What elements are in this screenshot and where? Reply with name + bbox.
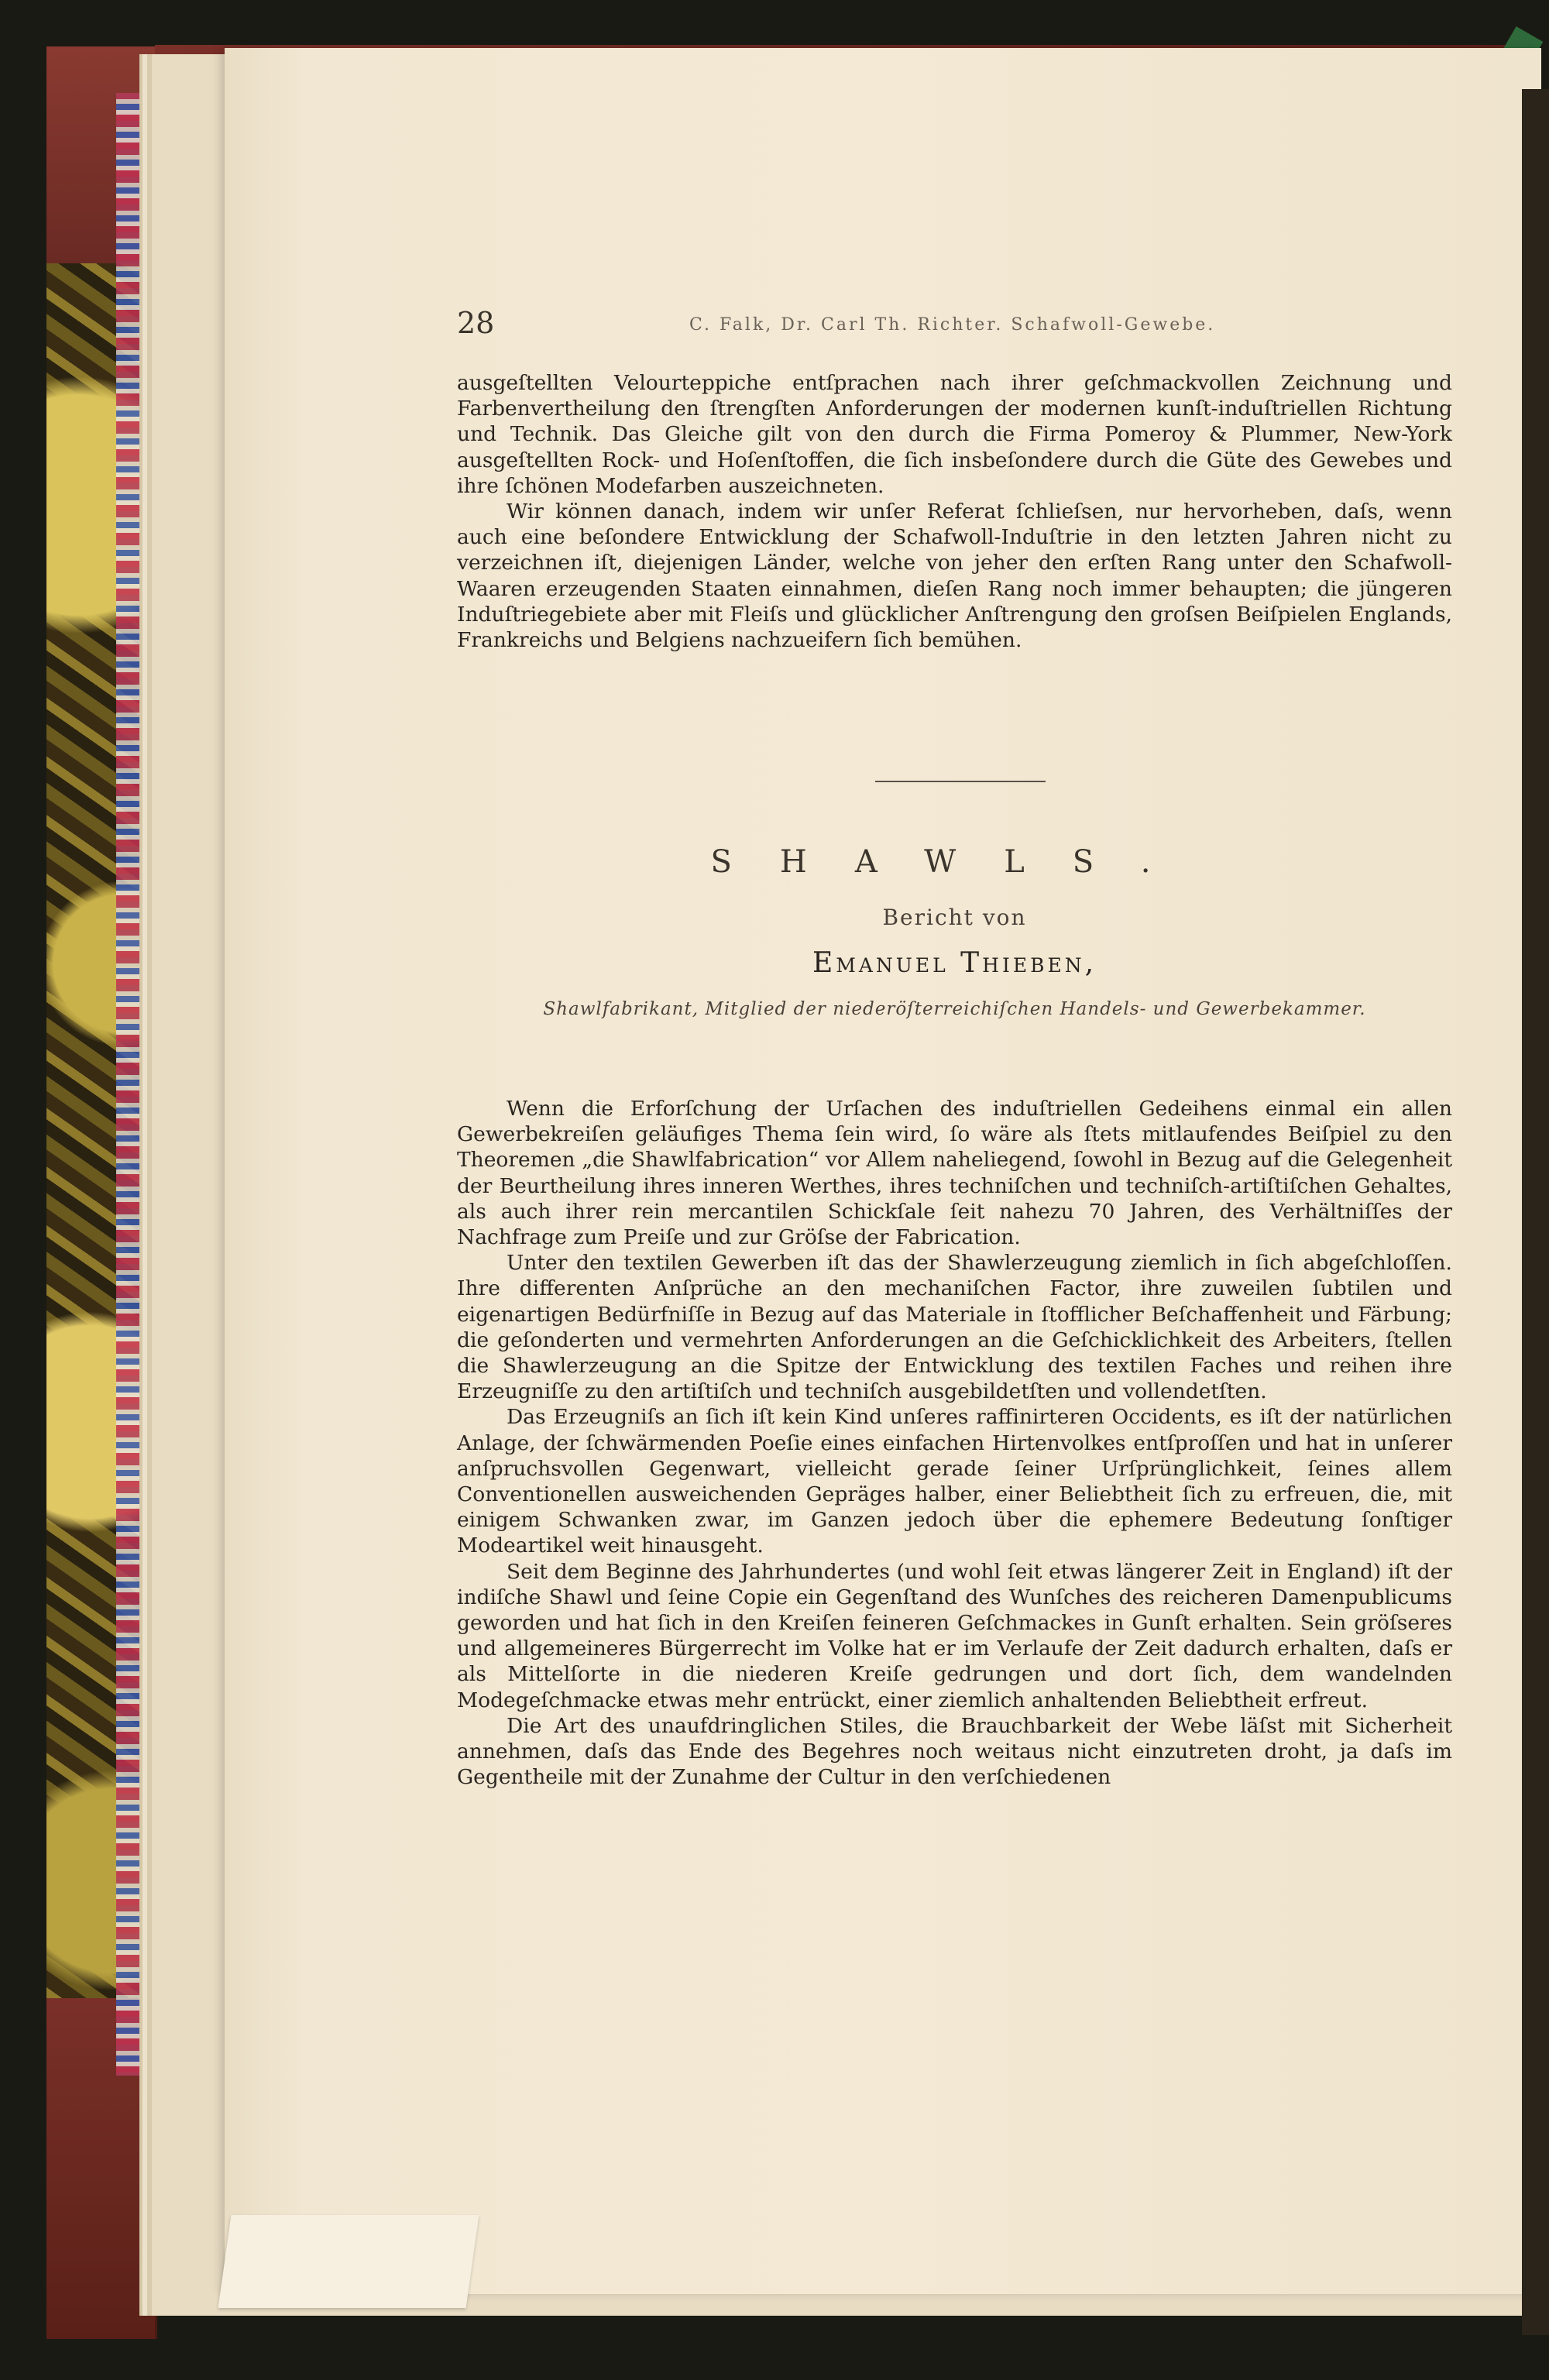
paragraph: Wenn die Erforſchung der Urſachen des induſtriellen Gedeihens einmal ein allen Gewerbekreiſen geläufiges Thema ſein wird, ſo wäre als ſtets mitlaufendes Beiſpiel zu den Theoremen „die Shawlfabrication“ vor Allem naheliegend, ſowohl in Bezug auf die Gelegenheit der Beurtheilung ihres inneren Werthes, ihres techniſchen und techniſch-artiſtiſchen Gehaltes, als auch ihrer rein mercantilen Schickſale ſeit nahezu 70 Jahren, des Verhältniſſes der Nachfrage zum Preiſe und zur Gröſse der Fabrication. (457, 1097, 1452, 1250)
paragraph: Seit dem Beginne des Jahrhundertes (und wohl ſeit etwas längerer Zeit in England) iſt der indiſche Shawl und ſeine Copie ein Gegenſtand des Wunſches des reicheren Damenpublicums geworden und hat ſich in den Kreiſen feineren Geſchmackes in Gunſt erhalten. Sein gröſseres und allgemeineres Bürgerrecht im Volke hat er im Verlaufe der Zeit dadurch erhalten, daſs er als Mittelſorte in die niederen Kreiſe gedrungen und dort ſich, dem wandelnden Modegeſchmacke etwas mehr entrückt, einer ziemlich anhaltenden Beliebtheit erfreut. (457, 1559, 1452, 1712)
article-author: Emanuel Thieben, (812, 947, 1097, 979)
torn-page-corner (218, 2215, 479, 2308)
paragraph: Wir können danach, indem wir unſer Referat ſchlieſsen, nur hervorheben, daſs, wenn auch eine beſondere Entwicklung der Schafwoll-Induſtrie in den letzten Jahren nicht zu verzeichnen iſt, diejenigen Länder, welche von jeher den erſten Rang unter den Schafwoll-Waaren erzeugenden Staaten einnahmen, dieſen Rang noch immer behaupten; die jüngeren Induſtriegebiete aber mit Fleiſs und glücklicher Anſtrengung den groſsen Beiſpielen Englands, Frankreichs und Belgiens nachzueifern ſich bemühen. (457, 500, 1452, 653)
article-body (457, 1096, 1452, 1790)
article-title: SHAWLS. (710, 844, 1199, 880)
section-divider (875, 781, 1046, 782)
paragraph: ausgeſtellten Velourteppiche entſprachen nach ihrer geſchmackvollen Zeichnung und Farbenvertheilung den ſtrengſten Anforderungen der modernen kunſt-induſtriellen Richtung und Technik. Das Gleiche gilt von den durch die Firma Pomeroy & Plummer, New-York ausgeſtellten Rock- und Hoſenſtoffen, die ſich insbeſondere durch die Güte des Gewebes und ihre ſchönen Modefarben auszeichneten. (457, 371, 1452, 498)
page-number: 28 (457, 306, 495, 340)
paragraph: Unter den textilen Gewerben iſt das der Shawlerzeugung ziemlich in ſich abgeſchloſſen. Ihre differenten Anſprüche an den mechaniſchen Factor, ihre zuweilen ſubtilen und eigenartigen Bedürfniſſe in Bezug auf das Materiale in ſtofflicher Beſchaffenheit und Färbung; die geſonderten und vermehrten Anforderungen an die Geſchicklichkeit des Arbeiters, ſtellen die Shawlerzeugung an die Spitze der Entwicklung des textilen Faches und reihen ihre Erzeugniſſe zu den artiſtiſch und techniſch ausgebildetſten und vollendetſten. (457, 1251, 1452, 1404)
section-continued-text (457, 370, 1452, 653)
running-head: C. Falk, Dr. Carl Th. Richter. Schafwoll-Gewebe. (689, 315, 1216, 335)
article-subtitle: Bericht von (882, 905, 1027, 930)
paragraph: Das Erzeugniſs an ſich iſt kein Kind unſeres raffinirteren Occidents, es iſt der natürlichen Anlage, der ſchwärmenden Poeſie eines einfachen Hirtenvolkes entſproſſen und hat in unſerer anſpruchsvollen Gegenwart, vielleicht gerade ſeiner Urſprünglichkeit, ſeines allem Conventionellen ausweichenden Gepräges halber, einer Beliebtheit ſich zu erfreuen, die, mit einigem Schwanken zwar, im Ganzen jedoch über die ephemere Bedeutung ſonſtiger Modeartikel weit hinausgeht. (457, 1405, 1452, 1558)
author-affiliation: Shawlfabrikant, Mitglied der niederöſterreichiſchen Handels- und Gewerbekammer. (543, 999, 1366, 1019)
page-right-shadow (1522, 89, 1549, 2335)
page-header (457, 306, 1452, 345)
paragraph: Die Art des unaufdringlichen Stiles, die Brauchbarkeit der Webe läſst mit Sicherheit annehmen, daſs das Ende des Begehres noch weitaus nicht einzutreten droht, ja daſs im Gegentheile mit der Zunahme der Cultur in den verſchiedenen (457, 1713, 1452, 1790)
